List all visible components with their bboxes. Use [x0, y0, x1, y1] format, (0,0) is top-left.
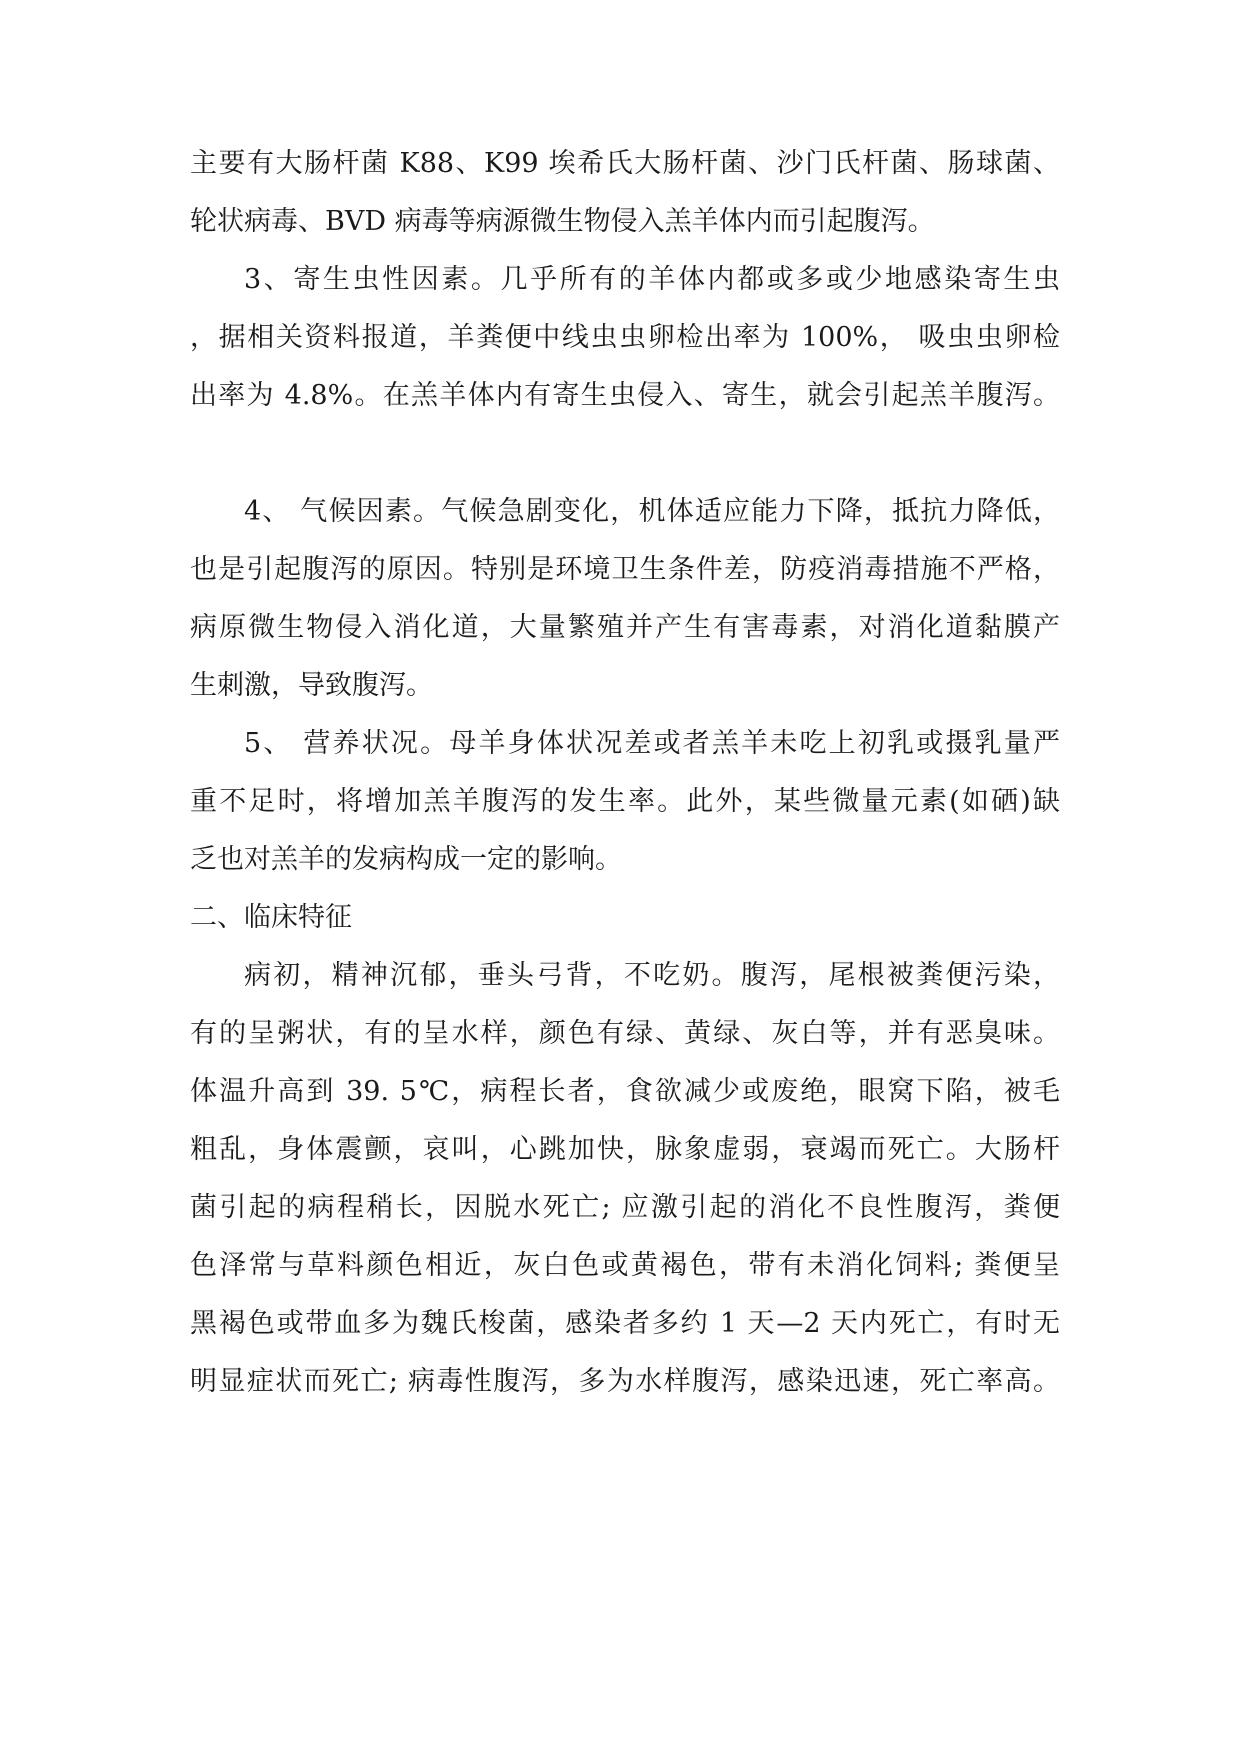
text-line: 主要有大肠杆菌 K88、K99 埃希氏大肠杆菌、沙门氏杆菌、肠球菌、 [190, 148, 1060, 179]
paragraph-clinical-features: 病初，精神沉郁，垂头弓背，不吃奶。腹泻，尾根被粪便污染， [244, 960, 1060, 991]
text-line: 体温升高到 39. 5℃，病程长者，食欲减少或废绝，眼窝下陷，被毛 [190, 1076, 1060, 1107]
paragraph-climate-factor: 4、 气候因素。气候急剧变化，机体适应能力下降，抵抗力降低， [244, 496, 1060, 527]
text-line: 也是引起腹泻的原因。特别是环境卫生条件差，防疫消毒措施不严格， [190, 554, 1060, 585]
text-line: 病原微生物侵入消化道，大量繁殖并产生有害毒素，对消化道黏膜产 [190, 612, 1060, 643]
text-line: 重不足时，将增加羔羊腹泻的发生率。此外，某些微量元素(如硒)缺 [190, 786, 1060, 817]
section-heading-clinical-features: 二、临床特征 [190, 902, 352, 933]
text-line: ，据相关资料报道，羊粪便中线虫虫卵检出率为 100%， 吸虫虫卵检 [190, 322, 1060, 353]
text-line: 明显症状而死亡; 病毒性腹泻，多为水样腹泻，感染迅速，死亡率高。 [190, 1366, 1060, 1397]
text-line: 乏也对羔羊的发病构成一定的影响。 [190, 844, 622, 875]
text-line: 生刺激，导致腹泻。 [190, 670, 433, 701]
paragraph-parasitic-factor: 3、寄生虫性因素。几乎所有的羊体内都或多或少地感染寄生虫 [244, 264, 1060, 295]
text-line: 菌引起的病程稍长，因脱水死亡; 应激引起的消化不良性腹泻，粪便 [190, 1192, 1060, 1223]
paragraph-nutrition-factor: 5、 营养状况。母羊身体状况差或者羔羊未吃上初乳或摄乳量严 [244, 728, 1060, 759]
text-line: 色泽常与草料颜色相近，灰白色或黄褐色，带有未消化饲料; 粪便呈 [190, 1250, 1060, 1281]
text-line: 有的呈粥状，有的呈水样，颜色有绿、黄绿、灰白等，并有恶臭味。 [190, 1018, 1060, 1049]
text-line: 出率为 4.8%。在羔羊体内有寄生虫侵入、寄生，就会引起羔羊腹泻。 [190, 380, 1060, 411]
text-line: 粗乱，身体震颤，哀叫，心跳加快，脉象虚弱，衰竭而死亡。大肠杆 [190, 1134, 1060, 1165]
text-line: 黑褐色或带血多为魏氏梭菌，感染者多约 1 天—2 天内死亡，有时无 [190, 1308, 1060, 1339]
text-line: 轮状病毒、BVD 病毒等病源微生物侵入羔羊体内而引起腹泻。 [190, 206, 935, 237]
